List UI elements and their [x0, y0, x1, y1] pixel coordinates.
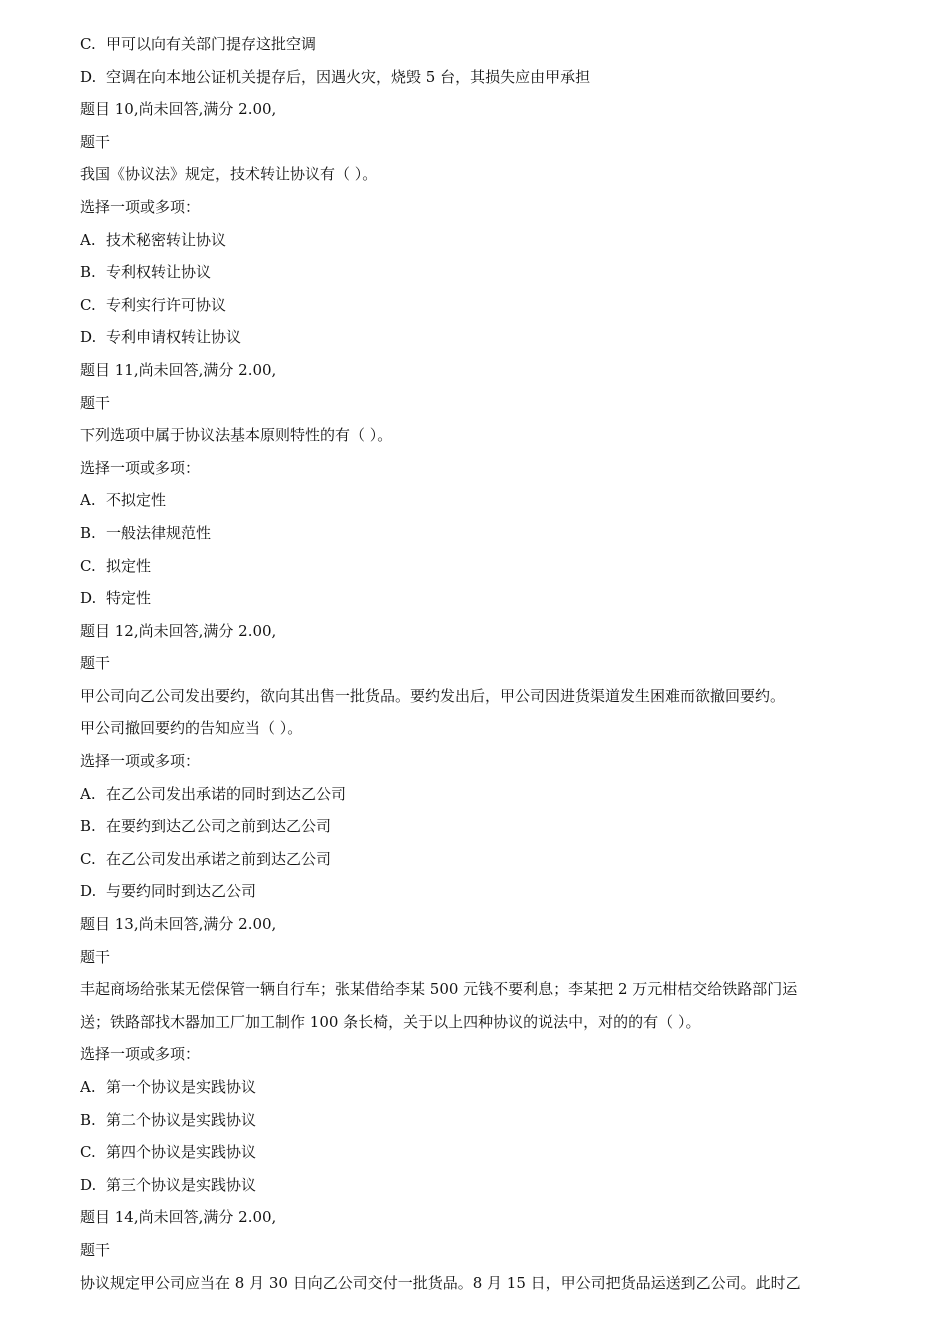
option-line — [80, 256, 880, 289]
line-text: 选择一项或多项： — [80, 752, 201, 771]
option-line — [80, 484, 880, 517]
line-text: 送；铁路部找木器加工厂加工制作 100 条长椅，关于以上四种协议的说法中，对的的有（ ）。 — [80, 1012, 701, 1031]
option-letter: C. — [80, 556, 96, 575]
line-text: 选择一项或多项： — [80, 1045, 201, 1064]
option-text: 空调在向本地公证机关提存后，因遇火灾，烧毁 5 台，其损失应由甲承担 — [106, 67, 591, 86]
line-text: 丰起商场给张某无偿保管一辆自行车；张某借给李某 500 元钱不要利息；李某把 2 万元柑桔交给铁路部门运 — [80, 980, 798, 999]
option-line — [80, 843, 880, 876]
line-text: 甲公司撤回要约的告知应当（ ）。 — [80, 719, 303, 738]
option-line — [80, 61, 880, 94]
option-text: 在乙公司发出承诺的同时到达乙公司 — [106, 784, 347, 803]
line-text: 我国《协议法》规定，技术转让协议有（ ）。 — [80, 165, 378, 184]
option-letter: C. — [80, 35, 96, 53]
option-letter: B. — [80, 817, 96, 836]
option-line — [80, 321, 880, 354]
option-letter: B. — [80, 523, 96, 542]
option-line — [80, 224, 880, 257]
line-text: 选择一项或多项： — [80, 197, 201, 216]
option-line — [80, 778, 880, 811]
option-text: 第四个协议是实践协议 — [106, 1143, 257, 1162]
text-line — [80, 1006, 880, 1039]
option-letter: C. — [80, 1143, 96, 1162]
option-letter: C. — [80, 295, 96, 314]
line-text: 题目 11,尚未回答,满分 2.00, — [80, 360, 277, 379]
option-line — [80, 1071, 880, 1104]
text-line — [80, 908, 880, 941]
text-line — [80, 1201, 880, 1234]
option-text: 专利申请权转让协议 — [106, 328, 242, 347]
document-page — [80, 28, 880, 1299]
line-text: 甲公司向乙公司发出要约，欲向其出售一批货品。要约发出后，甲公司因进货渠道发生困难而欲撤回要约。 — [80, 686, 786, 705]
option-letter: A. — [80, 230, 96, 249]
option-letter: D. — [80, 67, 97, 86]
text-line — [80, 712, 880, 745]
option-text: 一般法律规范性 — [106, 523, 212, 542]
text-line — [80, 1234, 880, 1267]
line-text: 题干 — [80, 1240, 111, 1259]
option-line — [80, 1136, 880, 1169]
line-text: 协议规定甲公司应当在 8 月 30 日向乙公司交付一批货品。8 月 15 日，甲公司把货品运送到乙公司。此时乙 — [80, 1273, 801, 1292]
option-letter: B. — [80, 1110, 96, 1129]
option-line — [80, 1169, 880, 1202]
text-line — [80, 354, 880, 387]
option-text: 第三个协议是实践协议 — [106, 1175, 257, 1194]
option-text: 第二个协议是实践协议 — [106, 1110, 257, 1129]
option-letter: C. — [80, 849, 96, 868]
line-text: 题目 13,尚未回答,满分 2.00, — [80, 915, 277, 934]
text-line — [80, 680, 880, 713]
text-line — [80, 647, 880, 680]
text-line — [80, 191, 880, 224]
line-text: 题目 10,尚未回答,满分 2.00, — [80, 100, 277, 119]
text-line — [80, 126, 880, 159]
option-text: 甲可以向有关部门提存这批空调 — [106, 35, 317, 53]
line-text: 选择一项或多项： — [80, 458, 201, 477]
line-text: 题干 — [80, 654, 111, 673]
text-line — [80, 158, 880, 191]
option-text: 不拟定性 — [106, 491, 167, 510]
option-line — [80, 875, 880, 908]
option-letter: B. — [80, 263, 96, 282]
option-text: 在要约到达乙公司之前到达乙公司 — [106, 817, 332, 836]
option-letter: A. — [80, 1078, 96, 1096]
option-letter: A. — [80, 491, 96, 510]
line-text: 题目 14,尚未回答,满分 2.00, — [80, 1208, 277, 1227]
option-text: 专利实行许可协议 — [106, 295, 227, 314]
text-line — [80, 941, 880, 974]
text-line — [80, 452, 880, 485]
option-letter: D. — [80, 1175, 97, 1194]
option-line — [80, 810, 880, 843]
option-text: 第一个协议是实践协议 — [106, 1078, 257, 1096]
option-text: 与要约同时到达乙公司 — [106, 882, 257, 901]
option-letter: D. — [80, 589, 97, 608]
option-text: 拟定性 — [106, 556, 152, 575]
line-text: 题目 12,尚未回答,满分 2.00, — [80, 621, 277, 640]
text-line — [80, 615, 880, 648]
line-text: 题干 — [80, 947, 111, 966]
option-text: 专利权转让协议 — [106, 263, 212, 282]
text-line — [80, 1038, 880, 1071]
option-line — [80, 28, 880, 61]
option-line — [80, 517, 880, 550]
line-text: 下列选项中属于协议法基本原则特性的有（ ）。 — [80, 426, 393, 445]
option-line — [80, 1104, 880, 1137]
text-line — [80, 745, 880, 778]
option-text: 在乙公司发出承诺之前到达乙公司 — [106, 849, 332, 868]
option-letter: D. — [80, 328, 97, 347]
option-letter: D. — [80, 882, 97, 901]
line-text: 题干 — [80, 393, 111, 412]
text-line — [80, 387, 880, 420]
option-line — [80, 582, 880, 615]
text-line — [80, 419, 880, 452]
option-text: 特定性 — [106, 589, 152, 608]
option-line — [80, 550, 880, 583]
text-line — [80, 1267, 880, 1300]
text-line — [80, 93, 880, 126]
option-letter: A. — [80, 784, 96, 803]
option-line — [80, 289, 880, 322]
option-text: 技术秘密转让协议 — [106, 230, 227, 249]
text-line — [80, 973, 880, 1006]
line-text: 题干 — [80, 132, 111, 151]
